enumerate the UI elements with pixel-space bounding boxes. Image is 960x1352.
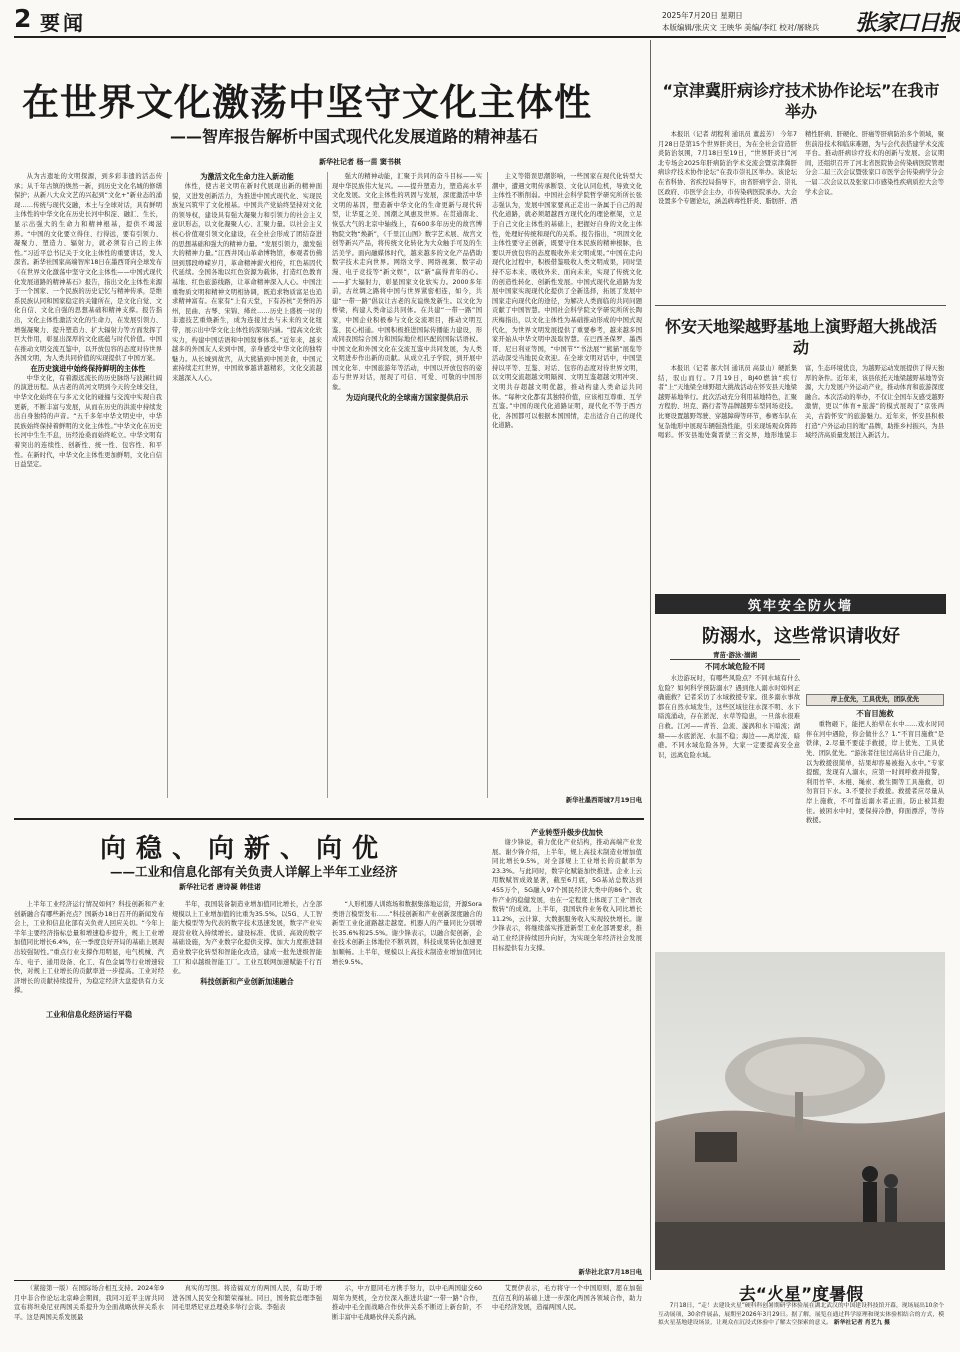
main-col2-subhead: 为激活文化生命力注入新动能 — [200, 172, 294, 181]
col-divider — [167, 172, 168, 798]
col-divider — [487, 172, 488, 798]
industry-text-4: 谢少锋说，着力优化产业结构，推动高端产业发展。谢少锋介绍，上半年，规上高技术制造业增加值同比增长9.5%，对全部规上工业增长的贡献率为23.3%。与此同时，数字化赋能加快推进。企业上云用数赋智成效显著，截至6月底，5G基站总数达到455万个，5G融入97个国民经济大类中的86个。软件产业的稳健发展，也在一定程度上体现了工业“智改数转”的成效。上半年，我国软件业务收入同比增长11.2%，云计算、大数据服务收入实现较快增长。谢少锋表示，将继续落实推进新型工业化部署要求，推动工业经济持续回升向好，为实现全年经济社会发展目标提供有力支撑。 — [492, 839, 642, 952]
safety-tag-2: 岸上优先，工具优先，团队优先 — [806, 694, 944, 706]
section-title: 要闻 — [40, 11, 86, 35]
bottom-col-2 — [172, 1284, 322, 1348]
bottom-text-2: 真实的写照。将造福双方的两国人民，有助于增进各国人民安全和繁荣福祉。同日，国务院总理李强同毛里塔尼亚总理桑多举行会谈。李强表 — [172, 1285, 322, 1312]
huaian-body: 本报讯（记者 郝大钊 通讯员 高景山）硬派集结，驭山而行。7月19日，BJ40燃油“疾行者”上“天地梁全球野超大挑战活动在怀安县天地梁越野基地举行。此次活动充分利用基地特色，汇聚方程豹、坦克、路行者等品牌越野车型同场竞技。比赛设置越野驾驶、穿越障碍等环节，参赛车队在复杂地形中展现车辆强劲性能，引来现场观众阵阵喝彩。怀安县地处冀晋蒙三省交界，地形地貌丰富，生态环境优良，为越野运动发展提供了得天独厚的条件。近年来，该县依托天地梁越野基地等资源，大力发展户外运动产业，推动体育和旅游深度融合。本次活动的举办，不仅让全国车友感受越野激情，更以“体育+旅游”的模式展现了“京张两关，古韵怀安”的旅游魅力。近年来，怀安县积极打造“户外运动目的地”品牌，助推乡村振兴，为县域经济高质量发展注入新活力。 — [658, 365, 944, 440]
industry-col-2 — [172, 900, 322, 1280]
main-subhead: ——智库报告解析中国式现代化发展道路的精神基石 — [170, 127, 539, 146]
section-divider — [655, 305, 946, 306]
forum-body: 本报讯（记者 胡程利 通讯员 董蕊芳） 今年7月28日是第15个世界肝炎日，为在全社会营造肝炎防治氛围，7月18日至19日，“世界肝炎日”河北专场会2025年肝病防治学术交流会暨京津冀肝病诊疗技术协作论坛”在我市崇礼区举办。该论坛在省科协、省疾控局指导下，由省肝病学会、崇礼区政府、市医学会主办，市传染病医院承办。大会设置多个专题论坛，涵盖病毒性肝炎、脂肪肝、酒精性肝病、肝硬化、肝癌等肝病防治多个领域，聚焦前沿技术和临床难题，为与会代表搭建学术交流平台。推动肝病诊疗技术的创新与发展。会议期间，还组织召开了河北省医院协会传染病医院管理分会二届三次会议暨张家口市医学会传染病学分会一届二次会议以及张家口市感染性疾病质控大会等学术会议。 — [658, 131, 944, 206]
main-sign: 新华社墨西哥城7月19日电 — [565, 797, 642, 804]
safety-banner-text: 筑牢安全防火墙 — [747, 599, 853, 614]
main-col3-subhead: 为迈向现代化的全球南方国家提供启示 — [345, 392, 469, 402]
mars-photo-render — [495, 952, 945, 1270]
industry-byline: 新华社记者 唐诗凝 韩佳诺 — [179, 883, 261, 891]
industry-text-3: “人形机器人训练场和数据集落地运营，开源Sora类语言模型发布……”科技创新和产业创新深度融合的新型工业化道路越走越宽。机器人的产量同比分别增长35.6%和25.5%。谢少锋表示，以融合促创新，企业技术创新主体地位不断巩固，科技成果转化加速更加顺畅。上半年，规模以上高技术制造业增加值同比增长9.5%。 — [332, 901, 482, 966]
main-col-2 — [172, 172, 322, 798]
section-divider — [14, 1280, 644, 1281]
safety-headline: 防溺水，这些常识请收好 — [702, 626, 900, 647]
page-number: 2 — [14, 4, 32, 33]
main-col2-text: 体性，使古老文明在新时代展现出新的精神面貌，又进发创新活力，为推进中国式现代化、实现民族复兴筑牢了文化根基。中国共产党始终坚持对文化的领导权，建设具有强大凝聚力和引领力的社会主义意识形态，以文化凝聚人心、汇聚力量。以社会主义核心价值观引领文化建设，在全社会形成了团结奋进的思想基础和强大的精神力量。“发展引领力，激发强大的精神力量。”江西井冈山革命博物馆，参观者仿佛回到那段峥嵘岁月，革命精神薪火相传，红色基因代代延续。全国各地以红色资源为载体，打造红色教育基地、红色旅游线路，让革命精神深入人心。中国注重物质文明和精神文明相协调，既追求物质富足也追求精神富有。在家有“上有天堂，下有苏杭”美誉的苏州，昆曲、古琴、宋锦、缂丝……历史上盛极一时的非遗技艺重焕新生，成为连接过去与未来的文化纽带，展示出中华文化主体性的深刻内涵。“提高文化软实力，构建中国话语和中国叙事体系。”近年来，越来越多的外国友人来到中国，亲身感受中华文化的独特魅力。从长城到故宫，从大熊猫到中国美食，中国元素持续走红世界，中国故事越讲越精彩，文化交流越来越深入人心。 — [172, 183, 322, 382]
main-col-1 — [14, 172, 162, 798]
forum-headline: “京津冀肝病诊疗技术协作论坛”在我市举办 — [662, 81, 940, 121]
industry-sub-3: 产业转型升级步伐加快 — [531, 828, 603, 837]
main-col4-text: 主义等错误思潮影响，一些国家在现代化转型大潮中，遭遇文明传承断裂、文化认同危机，导致文化主体性不断削弱。中国社会科学院哲学研究所所长张志强认为，发展中国家要真正走出一条属于自己的现代化道路，就必须超越西方现代化的理论框架，立足于自己文化主体性的基础上，把握好自身的文化主体性，处理好传统和现代的关系。报告指出，“巩固文化主体性要守正创新，既要守住本民族的精神根脉，也要以开放包容的态度吸收外来文明成果。”中国在走向现代化过程中，积极借鉴吸收人类文明成果，同时坚持不忘本来、吸收外来、面向未来，实现了传统文化的创造性转化、创新性发展。中国式现代化道路为发展中国家实现现代化提供了全新选择，拓展了发展中国家走向现代化的途径，为解决人类面临的共同问题贡献了中国智慧。中国社会科学院文学研究所所长陶庆梅指出，以文化主体性为基础推动形成的中国式现代化，为世界文明发展提供了重要参考，越来越多国家开始从中华文明中汲取智慧。在巴西圣保罗、墨西哥、尼日利亚等国，“中国节”“书法展”“熊猫”展览等活动深受当地民众欢迎。在全球文明对话中，中国坚持以平等、互鉴、对话、包容的态度对待世界文明，以文明交流超越文明隔阂、文明互鉴超越文明冲突、文明共存超越文明优越，推动构建人类命运共同体。“每种文化都有其独特价值，应该相互尊重、互学互鉴。”中国的现代化道路证明，现代化不等于西方化，各国都可以根据本国国情，走出适合自己的现代化道路。 — [492, 173, 642, 430]
safety-body-1: 水边游玩时，有哪些风险点？不同水域有什么危险？如何科学预防溺水？遇到他人溺水时如何正确施救？记者采访了水域救援专家。很多溺水事故都在自然水域发生，这些区域往往水深不明、水下暗流涌动，存在淤泥、水草等隐患，一旦落水很难自救。江河——青苔、急流、漩涡和水下暗流；湖塘——水底淤泥、水温不稳；海边——离岸流、暗礁。不同水域危险各异，大家一定要提高安全意识，远离危险水域。 — [658, 675, 800, 759]
forum-text — [658, 130, 944, 300]
industry-text-1: 上半年工业经济运行情况如何？科技创新和产业创新融合有哪些新亮点？国新办18日召开的新闻发布会上，工业和信息化部有关负责人回应关切。“今年上半年主要经济指标总量和增速稳步提升，规上工业增加值同比增长6.4%，在一季度良好开局的基础上展现出较强韧性。”重点行业支撑作用明显，电气机械、汽车、电子、通用设备、化工、有色金属等行业增速较快，对规上工业增长的贡献率进一步提高。工业对经济增长的贡献持续提升，为稳定经济大盘提供有力支撑。 — [14, 901, 164, 995]
huaian-text — [658, 364, 944, 586]
industry-col-1 — [14, 900, 164, 1280]
main-col1-text-b: 中华文化，有着源远流长的历史脉络与波澜壮阔的演进历程。从古老的黄河文明到今天的全球交往，中华文化始终在与多元文化的碰撞与交流中实现自我更新，不断丰富与发展，从而在历史的洪流中持续发出自身独特的声音。“五千多年中华文明史中，中华民族始终保持着鲜明的文化主体性。”中华文化在历史长河中生生不息，历经沧桑而始终屹立。中华文明有着突出的连续性、创新性、统一性、包容性、和平性。在新时代，中华文化主体性更加鲜明，文化自信日益坚定。 — [14, 374, 162, 469]
main-byline: 新华社记者 杨一苗 窦书棋 — [319, 158, 401, 166]
mars-caption-text: 7月18日，“走！去建设火星”硬科科创暑期研学体验展在湖北武汉的中国建设科技馆开幕，现场展出10余个互动展项，30余件展品，展期至2026年3月29日。据了解，展览在通过科学原理和现实体验相结合的方式，模拟火星基地建设场景，让观众在沉浸式体验中了解太空探索的意义。 新华社记者 肖艺九 摄 — [658, 1303, 944, 1327]
huaian-headline: 怀安天地梁越野基地上演野超大挑战活动 — [664, 317, 937, 357]
col-divider — [327, 172, 328, 798]
industry-headline: 向稳、向新、向优 — [100, 834, 389, 864]
safety-body-2: 重物砸下，能把人拍晕在水中……戏水时同伴在河中遇险，你会做什么？1.“不盲目施救”是铁律，2.尽量不要徒手救援，岸上优先、工具优先、团队优先。“游泳者往往过高估计自己能力，以为救援很简单，结果却容易被拖入水中。”专家提醒，发现有人溺水，应第一时间呼救并报警，利用竹竿、木棍、绳索、救生圈等工具施救，切勿盲目下水。3.不要拉手救援。救援者应尽量从岸上施救，不可靠近溺水者正面，防止被其抱住。被困水中时，要保持冷静，仰面漂浮，等待救援。 — [806, 721, 944, 825]
industry-text-2: 半年，我国装备制造业增加值同比增长，占全部规模以上工业增加值的比重为35.5%。以5G、人工智能大模型等为代表的数字技术迅速发展，数字产业实现营业收入持续增长。建设标准、优质、高效的数字基础设施，为产业数字化提供支撑。加大力度推进制造业数字化转型和智能化改造，建成一批先进级智能工厂和卓越级智能工厂。工业互联网加速赋能千行百业。 — [172, 901, 322, 976]
industry-col-3 — [332, 900, 482, 1280]
bottom-col-1 — [14, 1284, 164, 1348]
mars-caption — [658, 1302, 944, 1348]
industry-sign: 新华社北京7月18日电 — [578, 1269, 642, 1276]
bottom-col-4 — [492, 1284, 642, 1348]
mars-credit: 新华社记者 肖艺九 摄 — [833, 1320, 890, 1327]
paper-name: 张家口日报 — [855, 10, 960, 36]
mars-headline: 去“火星”度暑假 — [738, 1285, 864, 1305]
main-col-3 — [332, 172, 482, 798]
section-divider — [14, 818, 644, 820]
safety-sub-1: 不同水域危险不同 — [705, 662, 765, 671]
bottom-text-4: 艾贾伊表示，毛方将守一个中国原则，愿在加强互信互利的基础上进一步深化两国各领域合作，助力中毛经济发展，造福两国人民。 — [492, 1285, 642, 1312]
main-col1-subhead: 在历史演进中始终保持鲜明的主体性 — [30, 363, 146, 373]
masthead-rule — [14, 36, 946, 38]
main-col3-text: 强大的精神动能，汇聚于共同的奋斗目标——实现中华民族伟大复兴。——提升塑造力，塑造高水平文化发展。文化主体性的巩固与发展，深度激活中华文明的基因，塑造新中华文化的生命更新与现代转型，让华夏之美、国潮之风惠及世界。在贯通南北、恢弘大气的北京中轴线上，有600多年历史的故宫博物院文物“焕新”，《千里江山图》数字艺术展、故宫文创等新兴产品，将传统文化转化为大众触手可及的生活美学。面向融媒体时代，越来越多的文化产品借助数字技术走向世界。网络文学、网络视频、数字动漫、电子竞技等“新文娱”，以“新”赢得青年的心。——扩大辐射力，彰显国家文化软实力。2000多年前，古丝绸之路将中国与世界紧密相连，如今，共建“一带一路”倡议让古老的友谊焕发新生。以文化为桥梁，构建人类命运共同体。在共建“一带一路”国家，中国企业积极参与文化交流项目，推动文明互鉴、民心相通。中国积极推进国际传播能力建设，形成同我国综合国力和国际地位相匹配的国际话语权。中国文化和外国文化在交流互鉴中共同发展，为人类文明进步作出新的贡献。从成立孔子学院，到开展中国文化年、中国旅游年等活动，中国以开放包容的姿态与世界对话，展现了可信、可爱、可敬的中国形象。 — [332, 173, 482, 392]
industry-sub-2: 科技创新和产业创新加速融合 — [200, 976, 294, 986]
safety-tag-1: 青苗·游泳·溺湖 — [670, 650, 800, 660]
main-headline: 在世界文化激荡中坚守文化主体性 — [22, 81, 592, 124]
main-col1-text: 从为古遗址的文明探源，到多彩非遗的活态传承；从千年古镇的焕然一新，到历史文化名城的修缮保护；从新八大众文艺的兴起到“文化+”新业态的涌现……传统与现代交融，本土与全球对话，具有鲜明主体性的中华文化在历史长河中积淀、融汇、生长，显示出强大的生命力和精神根基，提供不竭滋养。“中国的文化要立得住、行得远，要有引领力、凝聚力、塑造力、辐射力，就必须有自己的主体性。”习近平总书记关于文化主体性的重要讲话，发人深省。新华社国家高端智库18日在墨西哥向全球发布《在世界文化激荡中坚守文化主体性——中国式现代化发展道路的精神基石》报告，指出文化主体性来源于一个国家、一个民族的历史记忆与精神传承，是维系民族认同和国家稳定的关键所在，是文化自觉、文化自信、文化自强的思想基础和精神支撑。报告指出，文化主体性激活文化的生命力，在发展引领力、增强凝聚力、提升塑造力、扩大辐射力等方面发挥了巨大作用，彰显出深厚的文化底蕴与时代价值。中国在推动文明交流互鉴中，以开放包容的态度对待世界各国文明，为人类共同价值的实现提供了中国方案。 — [14, 173, 162, 363]
bottom-text-1: （紧接第一版）在国际场合相互支持。2024年9月中非合作论坛北京峰会期间，我同习近平主席共同宣布将坦桑尼亚两国关系提升为全面战略伙伴关系水平。这是两国关系发展最 — [14, 1285, 164, 1321]
date-line: 2025年7月20日 星期日 — [662, 11, 743, 20]
bottom-col-3 — [332, 1284, 482, 1348]
industry-subhead: ——工业和信息化部有关负责人详解上半年工业经济 — [110, 864, 398, 879]
editors-line: 本版编辑/张庆文 王映华 美编/李红 校对/屠晓兵 — [662, 23, 820, 32]
safety-sub-2: 不盲目施救 — [856, 708, 894, 718]
bottom-text-3: 示，中方愿同毛方携手努力，以中毛两国建交60周年为契机，全方位深入推进共建“一带一路”合作，推动中毛全面战略合作伙伴关系不断迈上新台阶，不断丰富中毛战略伙伴关系内涵。 — [332, 1285, 482, 1321]
main-col-4 — [492, 172, 642, 798]
industry-sub-1: 工业和信息化经济运行平稳 — [14, 1010, 164, 1020]
